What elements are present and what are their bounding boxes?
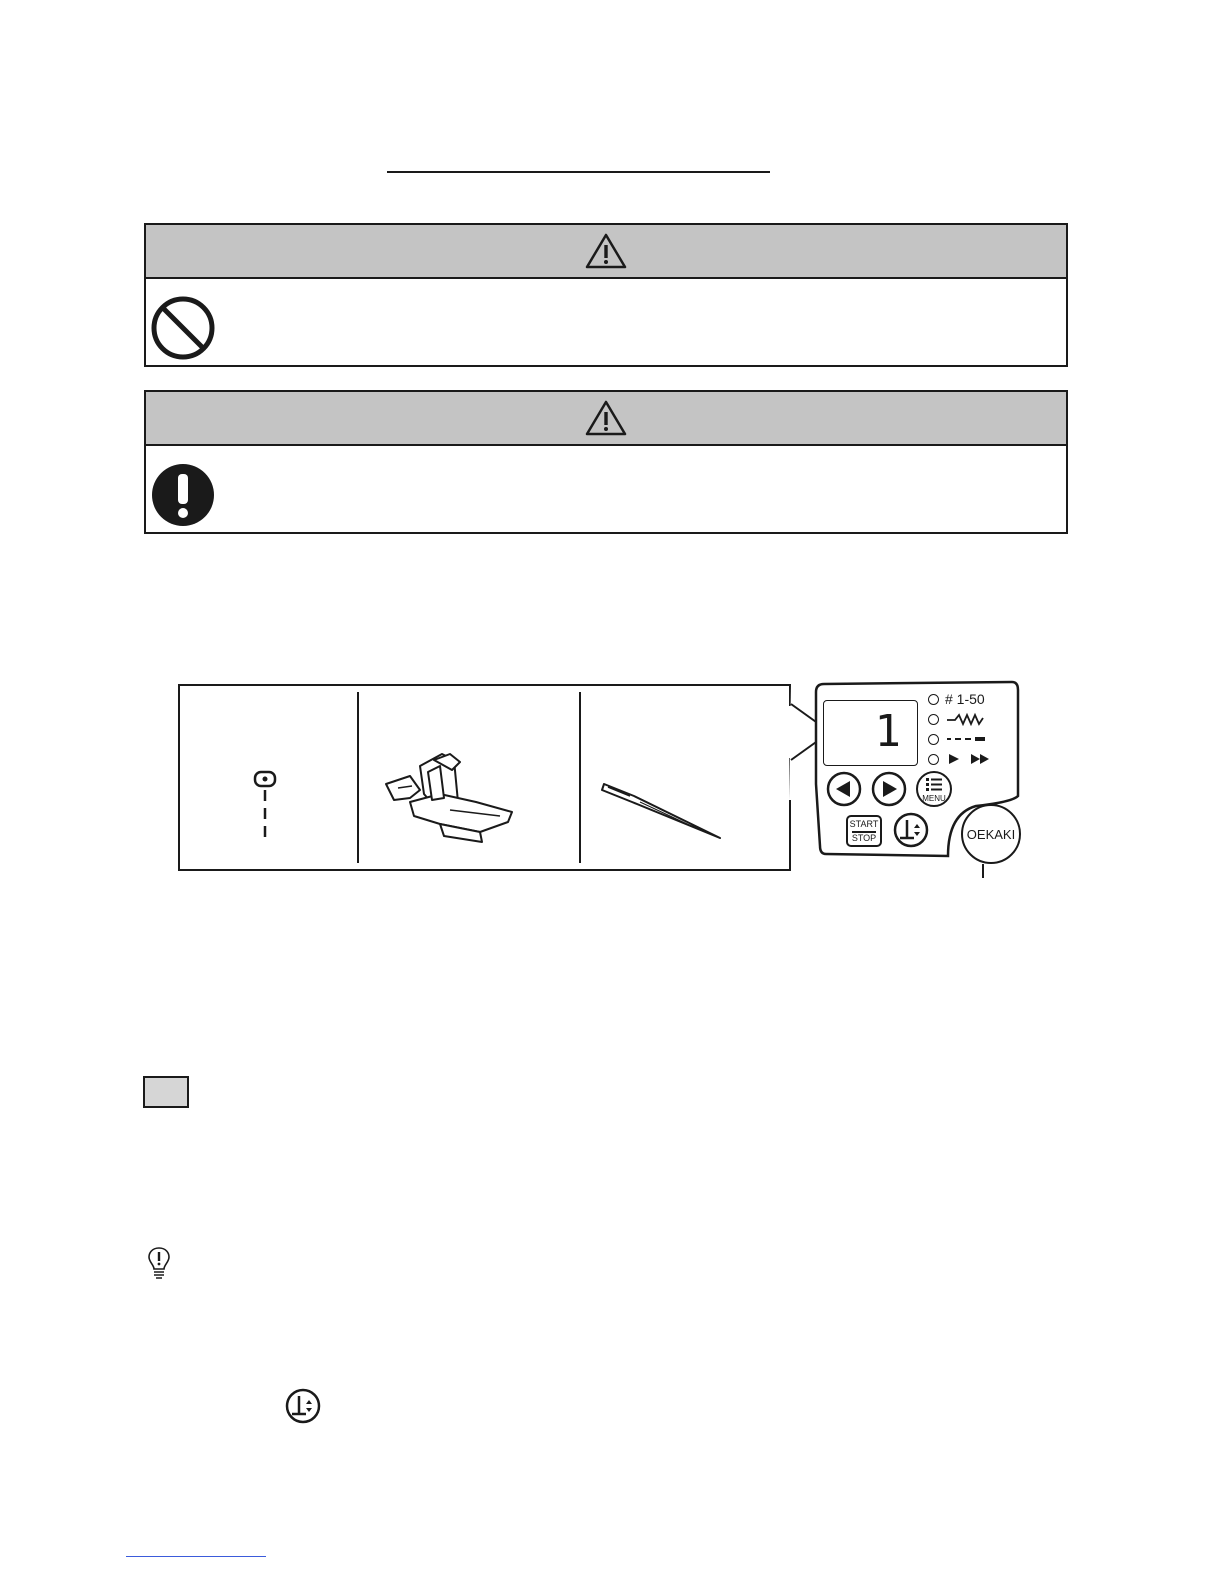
indicator-led [928,734,939,745]
speed-icon [945,752,997,766]
needle-icon [600,778,725,842]
left-arrow-button[interactable] [826,771,862,807]
indicator-led [928,754,939,765]
step-number-box [143,1076,189,1108]
start-label: START [849,819,879,829]
indicator-stitch-width [928,710,985,728]
mandatory-icon [150,462,216,528]
lcd-display [823,700,918,766]
warning-box [144,223,1068,367]
warning-header [146,225,1066,279]
caution-header [146,392,1066,446]
menu-button[interactable] [916,771,952,807]
needle-up-down-button[interactable] [893,812,929,848]
start-stop-button[interactable] [846,815,882,847]
presser-foot-icon [380,750,520,846]
indicator-speed [928,750,997,768]
lcd-digit: 1 [874,706,901,757]
warning-triangle-icon [585,400,627,436]
indicator-led [928,694,939,705]
right-arrow-button[interactable] [871,771,907,807]
indicator-pattern-number [928,690,985,708]
menu-icon [926,777,942,793]
title-underline [387,171,770,173]
hint-bulb-icon [148,1246,170,1280]
stitch-info-panel [178,684,791,871]
needle-up-down-icon [285,1388,321,1424]
zigzag-width-icon [945,712,985,726]
footer-link-underline[interactable] [126,1556,266,1557]
indicator-list [928,690,1018,770]
stop-label: STOP [851,833,877,843]
warning-triangle-icon [585,233,627,269]
oekaki-leader-line [982,864,984,878]
stitch-length-icon [945,732,985,746]
indicator-stitch-length [928,730,985,748]
caution-box [144,390,1068,534]
prohibition-icon [150,295,216,361]
indicator-led [928,714,939,725]
oekaki-button[interactable] [961,804,1021,864]
menu-button-label: MENU [922,794,946,803]
stitch-pattern-icon [250,768,280,840]
indicator-label: # 1-50 [945,691,985,707]
oekaki-label: OEKAKI [966,826,1016,842]
